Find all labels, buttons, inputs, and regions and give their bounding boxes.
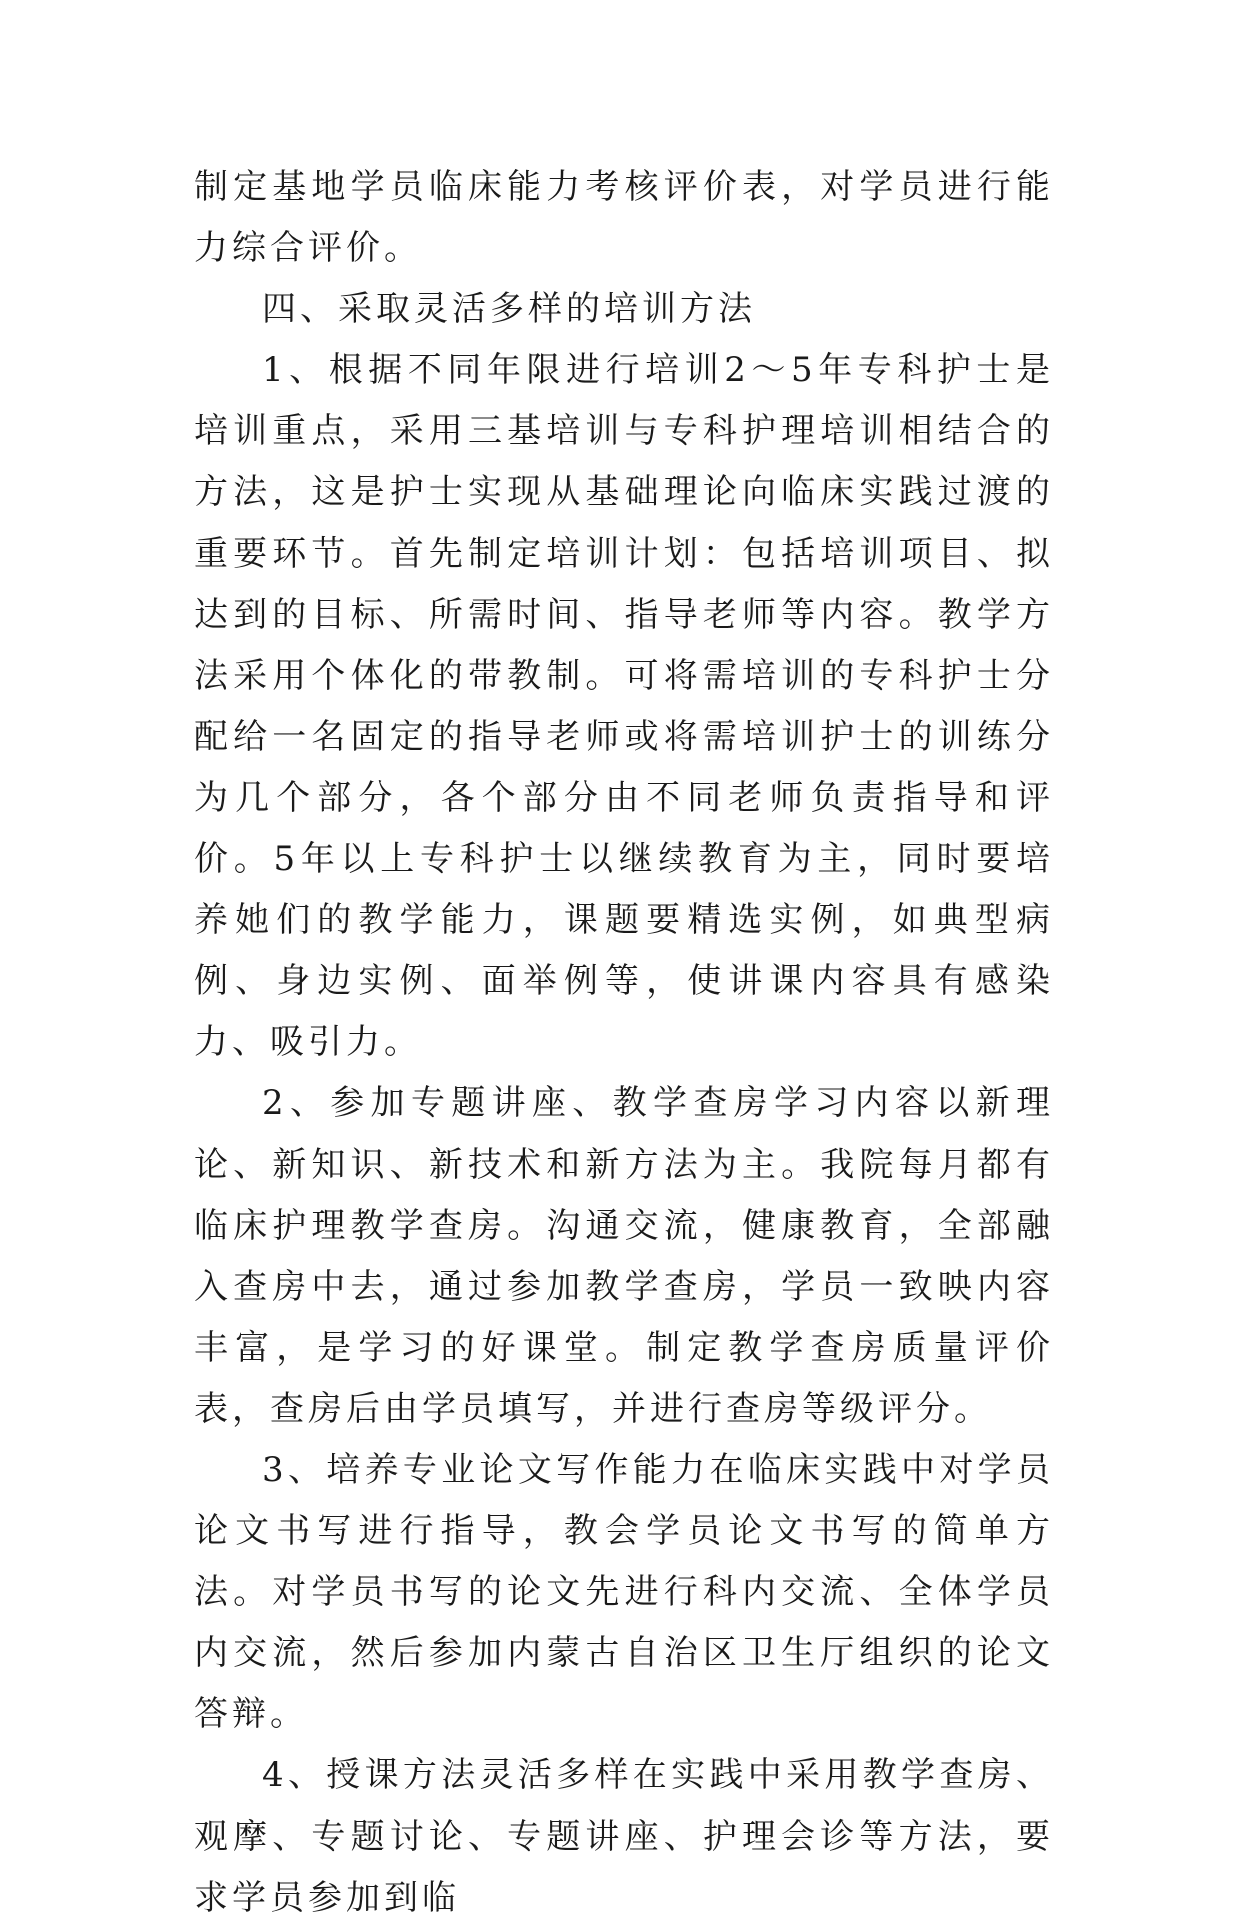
paragraph-evaluation-form: 制定基地学员临床能力考核评价表，对学员进行能力综合评价。 — [194, 167, 1054, 269]
paragraph-item-4: 4、授课方法灵活多样在实践中采用教学查房、观摩、专题讨论、专题讲座、护理会诊等方法，要求学员参加到临 — [194, 1755, 1054, 1918]
section-heading-training-methods: 四、采取灵活多样的培训方法 — [262, 289, 756, 330]
document-body — [194, 157, 1054, 1929]
paragraph-item-1: 1、根据不同年限进行培训2～5年专科护士是培训重点，采用三基培训与专科护理培训相结合的方法，这是护士实现从基础理论向临床实践过渡的重要环节。首先制定培训计划：包括培训项目、拟达到的目标、所需时间、指导老师等内容。教学方法采用个体化的带教制。可将需培训的专科护士分配给一名固定的指导老师或将需培训护士的训练分为几个部分，各个部分由不同老师负责指导和评价。5年以上专科护士以继续教育为主，同时要培养她们的教学能力，课题要精选实例，如典型病例、身边实例、面举例等，使讲课内容具有感染力、吸引力。 — [194, 350, 1054, 1063]
paragraph-item-2: 2、参加专题讲座、教学查房学习内容以新理论、新知识、新技术和新方法为主。我院每月都有临床护理教学查房。沟通交流，健康教育，全部融入查房中去，通过参加教学查房，学员一致映内容丰富，是学习的好课堂。制定教学查房质量评价表，查房后由学员填写，并进行查房等级评分。 — [194, 1083, 1054, 1429]
paragraph-item-3: 3、培养专业论文写作能力在临床实践中对学员论文书写进行指导，教会学员论文书写的简单方法。对学员书写的论文先进行科内交流、全体学员内交流，然后参加内蒙古自治区卫生厅组织的论文答辩。 — [194, 1449, 1054, 1735]
